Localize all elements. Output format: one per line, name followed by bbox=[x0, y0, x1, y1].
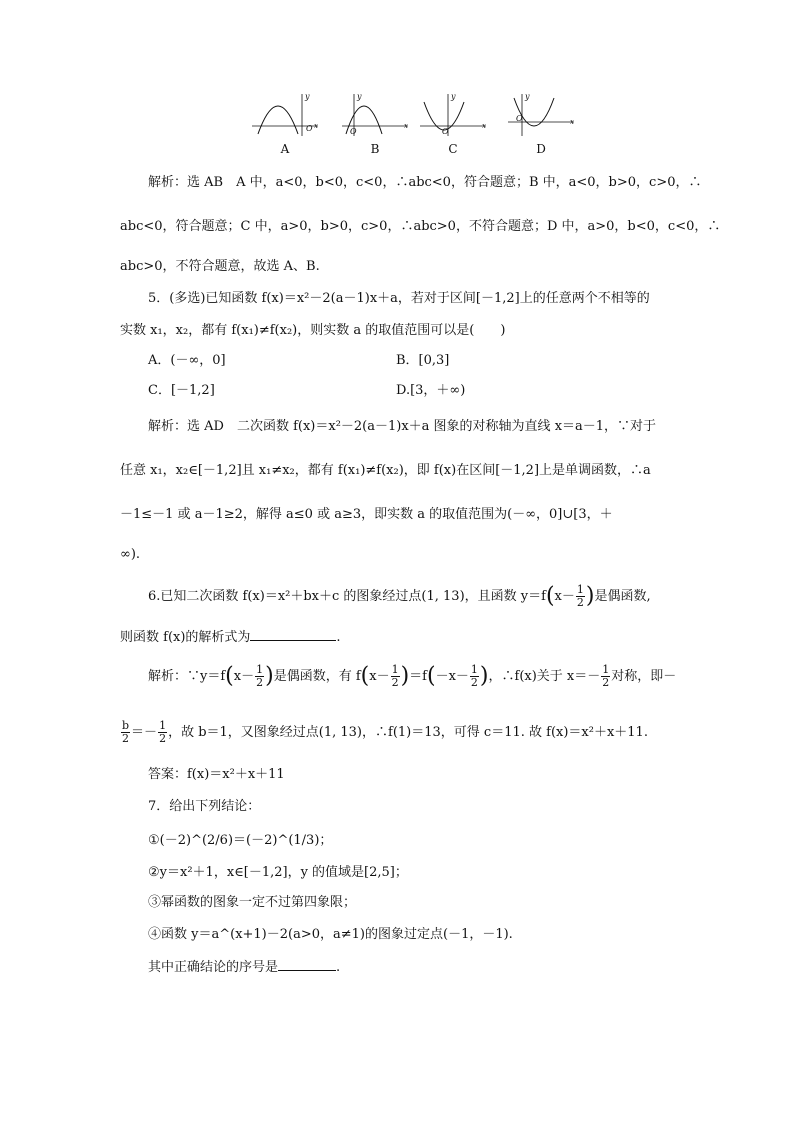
figure-b bbox=[340, 92, 410, 162]
origin-label: O bbox=[442, 127, 449, 136]
figure-label-c: C bbox=[448, 142, 458, 156]
q6-sol-text-2: 是偶函数，有 f bbox=[273, 669, 361, 684]
q6-stem-line-1 bbox=[148, 584, 708, 609]
q5-option-b: B．[0,3] bbox=[396, 353, 450, 368]
q7-final bbox=[148, 958, 708, 977]
origin-label: O bbox=[350, 127, 357, 136]
fraction-b-half: $\frac{b}{2}$ bbox=[122, 719, 130, 745]
axis-x-label: x bbox=[482, 122, 486, 130]
fraction-half: $\frac{1}{2}$ bbox=[391, 663, 399, 689]
q6-sol-text-4: ，∴f(x)关于 x＝－ bbox=[488, 669, 601, 684]
q6-sol-arg-3: －x－ bbox=[435, 669, 469, 684]
q6-sol-text-5: 对称，即－ bbox=[611, 669, 677, 684]
q7-stem: 7．给出下列结论： bbox=[148, 799, 261, 814]
fraction-half: $\frac{1}{2}$ bbox=[159, 719, 167, 745]
q6-sol-arg-2: x－ bbox=[369, 669, 390, 684]
q5-solution-line-4: ∞). bbox=[120, 547, 141, 562]
q7-item-3: ③幂函数的图象一定不过第四象限； bbox=[148, 895, 357, 910]
q6-solution-line-1 bbox=[148, 664, 708, 689]
figure-a bbox=[250, 92, 320, 162]
q5-solution-line-1: 解析：选 AD 二次函数 f(x)＝x²－2(a－1)x＋a 图象的对称轴为直线 x＝a－1，∵对于 bbox=[148, 419, 657, 434]
paren-left: ( bbox=[545, 583, 555, 609]
q6-stem-tail: 是偶函数, bbox=[594, 589, 651, 604]
axis-y-label: y bbox=[305, 92, 310, 101]
q5-stem-line-1: 5．(多选)已知函数 f(x)＝x²－2(a－1)x＋a，若对于区间[－1,2]上的任意两个不相等的 bbox=[148, 291, 650, 306]
q5-solution-line-3: －1≤－1 或 a－1≥2，解得 a≤0 或 a≥3，即实数 a 的取值范围为(－∞，0]∪[3，＋ bbox=[120, 507, 613, 522]
paren-right: ) bbox=[400, 663, 410, 689]
fraction-half: $\frac{1}{2}$ bbox=[470, 663, 478, 689]
q6-sol2-text-2: ，故 b＝1，又图象经过点(1, 13)，∴f(1)＝13，可得 c＝11. 故 f(x)＝x²＋x＋11. bbox=[168, 725, 648, 740]
q4-solution-line-1: 解析：选 AB A 中，a<0，b<0，c<0，∴abc<0，符合题意；B 中，a<0，b>0，c>0，∴ bbox=[148, 175, 702, 190]
q7-final-end: . bbox=[336, 960, 341, 975]
q7-item-2: ②y＝x²＋1，x∈[－1,2]，y 的值域是[2,5]； bbox=[148, 865, 408, 880]
q5-solution-line-2: 任意 x₁，x₂∈[－1,2]且 x₁≠x₂，都有 f(x₁)≠f(x₂)，即 f(x)在区间[－1,2]上是单调函数，∴a bbox=[120, 463, 651, 478]
answer-blank[interactable] bbox=[278, 958, 336, 971]
q4-solution-line-2: abc<0，符合题意；C 中，a>0，b>0，c>0，∴abc>0，不符合题意；D 中，a>0，b<0，c<0，∴ bbox=[120, 219, 721, 234]
q6-stem-end: . bbox=[336, 630, 341, 645]
fraction-half: $\frac{1}{2}$ bbox=[576, 583, 584, 609]
parabola-figures bbox=[250, 92, 580, 162]
figure-label-d: D bbox=[536, 142, 546, 156]
paren-left: ( bbox=[360, 663, 370, 689]
q4-solution-line-3: abc>0，不符合题意，故选 A、B. bbox=[120, 259, 320, 274]
axis-x-label: x bbox=[570, 118, 574, 126]
q6-stem-text-2: 则函数 f(x)的解析式为 bbox=[120, 630, 251, 645]
origin-label: O bbox=[516, 114, 523, 123]
axis-y-label: y bbox=[525, 92, 530, 101]
q6-stem-arg: x－ bbox=[554, 589, 575, 604]
q7-item-1: ①(－2)^(2/6)＝(－2)^(1/3)； bbox=[148, 833, 333, 848]
q6-stem-line-2 bbox=[120, 628, 680, 647]
q6-sol2-text-1: ＝－ bbox=[131, 725, 158, 740]
answer-blank[interactable] bbox=[250, 628, 336, 641]
fraction-half: $\frac{1}{2}$ bbox=[256, 663, 264, 689]
q6-stem-text: 6.已知二次函数 f(x)＝x²＋bx＋c 的图象经过点(1, 13)，且函数 y＝f bbox=[148, 589, 546, 604]
figure-c bbox=[418, 92, 488, 162]
axis-y-label: y bbox=[451, 92, 456, 101]
paren-right: ) bbox=[479, 663, 489, 689]
paren-left: ( bbox=[426, 663, 436, 689]
q7-item-4: ④函数 y＝a^(x+1)－2(a>0，a≠1)的图象过定点(－1，－1). bbox=[148, 927, 513, 942]
q5-option-a: A．(－∞，0] bbox=[148, 353, 226, 368]
q6-sol-arg-1: x－ bbox=[233, 669, 255, 684]
axis-x-label: x bbox=[314, 122, 318, 130]
q6-sol-text-1: 解析：∵y＝f bbox=[148, 669, 226, 684]
q6-solution-line-2 bbox=[120, 720, 680, 745]
q6-answer: 答案：f(x)＝x²＋x＋11 bbox=[148, 767, 285, 782]
fraction-half: $\frac{1}{2}$ bbox=[602, 663, 610, 689]
axis-y-label: y bbox=[357, 92, 362, 101]
paren-right: ) bbox=[265, 663, 274, 689]
paren-right: ) bbox=[585, 583, 595, 609]
paren-left: ( bbox=[225, 663, 234, 689]
figure-label-a: A bbox=[280, 142, 290, 156]
q6-sol-text-3: ＝f bbox=[409, 669, 427, 684]
origin-label: O bbox=[306, 124, 313, 133]
q7-final-text: 其中正确结论的序号是 bbox=[148, 960, 279, 975]
q5-option-c: C．[－1,2] bbox=[148, 383, 215, 398]
figure-d bbox=[506, 92, 576, 162]
q5-option-d: D.[3，＋∞) bbox=[396, 383, 466, 398]
figure-label-b: B bbox=[370, 142, 380, 156]
q5-stem-line-2: 实数 x₁，x₂，都有 f(x₁)≠f(x₂)，则实数 a 的取值范围可以是( ) bbox=[120, 323, 506, 338]
axis-x-label: x bbox=[404, 122, 408, 130]
